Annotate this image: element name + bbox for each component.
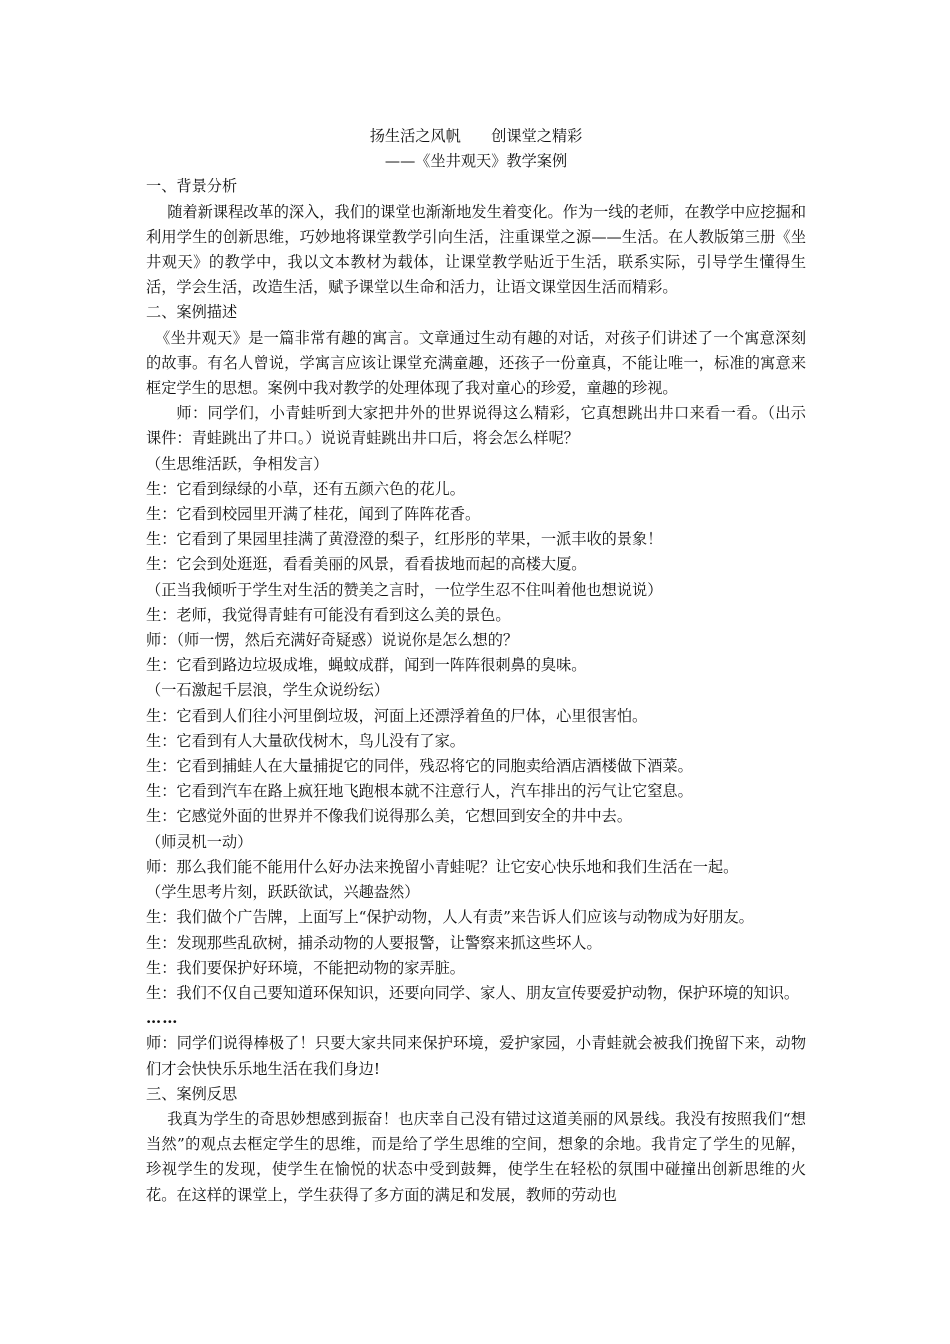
dialogue-line: （生思维活跃，争相发言） xyxy=(146,454,329,473)
dialogue-line: （学生思考片刻，跃跃欲试，兴趣盎然） xyxy=(146,883,420,902)
dialogue-line: 生：老师，我觉得青蛙有可能没有看到这么美的景色。 xyxy=(146,605,511,624)
dialogue-line: 生：它看到了果园里挂满了黄澄澄的梨子，红彤彤的苹果，一派丰收的景象！ xyxy=(146,530,663,549)
dialogue-line: 生：它看到校园里开满了桂花，闻到了阵阵花香。 xyxy=(146,505,481,524)
reflection-paragraph: 我真为学生的奇思妙想感到振奋！也庆幸自己没有错过这道美丽的风景线。我没有按照我们“想当然”的观点去框定学生的思维，而是给了学生思维的空间，想象的余地。我肯定了学生的见解，珍视学生的发现，使学生在愉悦的状态中受到鼓舞，使学生在轻松的氛围中碰撞出创新思维的火花。在这样的课堂上，学生获得了多方面的满足和发展，教师的劳动也 xyxy=(146,1109,806,1204)
dialogue-line: 生：它看到捕蛙人在大量捕捉它的同伴，残忍将它的同胞卖给酒店酒楼做下酒菜。 xyxy=(146,757,693,776)
dialogue-line: 师：（师一愣，然后充满好奇疑惑）说说你是怎么想的？ xyxy=(146,631,519,650)
dialogue-line: 生：它会到处逛逛，看看美丽的风景，看看拔地而起的高楼大厦。 xyxy=(146,555,587,574)
dialogue-line: 生：我们做个广告牌，上面写上“保护动物，人人有责”来告诉人们应该与动物成为好朋友。 xyxy=(146,908,754,927)
dialogue-list xyxy=(146,452,806,1006)
dialogue-line: （一石激起千层浪，学生众说纷纭） xyxy=(146,681,389,700)
document-title: 扬生活之风帆 创课堂之精彩 xyxy=(369,127,583,145)
dialogue-line: 生：它感觉外面的世界并不像我们说得那么美，它想回到安全的井中去。 xyxy=(146,807,632,826)
dialogue-line: 生：它看到汽车在路上疯狂地飞跑根本就不注意行人，汽车排出的污气让它窒息。 xyxy=(146,782,693,801)
teacher-opening-paragraph: 师：同学们，小青蛙听到大家把井外的世界说得这么精彩，它真想跳出井口来看一看。（出示课件：青蛙跳出了井口。）说说青蛙跳出井口后，将会怎么样呢？ xyxy=(146,404,806,448)
description-intro-paragraph: 《坐井观天》是一篇非常有趣的寓言。文章通过生动有趣的对话，对孩子们讲述了一个寓意深刻的故事。有名人曾说，学寓言应该让课堂充满童趣，还孩子一份童真，不能让唯一，标准的寓意来框定学生的思想。案例中我对教学的处理体现了我对童心的珍爱，童趣的珍视。 xyxy=(146,328,806,398)
document-page xyxy=(146,124,806,1208)
background-paragraph: 随着新课程改革的深入，我们的课堂也渐渐地发生着变化。作为一线的老师，在教学中应挖掘和利用学生的创新思维，巧妙地将课堂教学引向生活，注重课堂之源——生活。在人教版第三册《坐井观天》的教学中，我以文本教材为载体，让课堂教学贴近于生活，联系实际，引导学生懂得生活，学会生活，改造生活，赋予课堂以生命和活力，让语文课堂因生活而精彩。 xyxy=(146,202,806,297)
dialogue-line: （师灵机一动） xyxy=(146,832,253,851)
section-heading-reflection: 三、案例反思 xyxy=(146,1084,238,1103)
section-heading-background: 一、背景分析 xyxy=(146,177,238,196)
dialogue-line: 生：它看到路边垃圾成堆，蝇蚊成群，闻到一阵阵很刺鼻的臭味。 xyxy=(146,656,587,675)
dialogue-line: 生：它看到人们往小河里倒垃圾，河面上还漂浮着鱼的尸体，心里很害怕。 xyxy=(146,706,648,725)
dialogue-line: 生：它看到有人大量砍伐树木，鸟儿没有了家。 xyxy=(146,731,465,750)
dialogue-line: （正当我倾听于学生对生活的赞美之言时，一位学生忍不住叫着他也想说说） xyxy=(146,580,663,599)
dialogue-line: 师：那么我们能不能用什么好办法来挽留小青蛙呢？让它安心快乐地和我们生活在一起。 xyxy=(146,857,739,876)
ellipsis: …… xyxy=(146,1009,179,1028)
teacher-closing-paragraph: 师：同学们说得棒极了！只要大家共同来保护环境，爱护家园，小青蛙就会被我们挽留下来，动物们才会快快乐乐地生活在我们身边! xyxy=(146,1034,806,1078)
document-subtitle: ——《坐井观天》教学案例 xyxy=(384,152,568,171)
dialogue-line: 生：我们要保护好环境，不能把动物的家弄脏。 xyxy=(146,958,465,977)
dialogue-line-long: 生：我们不仅自己要知道环保知识，还要向同学、家人、朋友宣传要爱护动物，保护环境的知识。 xyxy=(146,983,800,1002)
section-heading-description: 二、案例描述 xyxy=(146,303,238,322)
dialogue-line: 生：它看到绿绿的小草，还有五颜六色的花儿。 xyxy=(146,479,465,498)
dialogue-line: 生：发现那些乱砍树，捕杀动物的人要报警，让警察来抓这些坏人。 xyxy=(146,933,602,952)
